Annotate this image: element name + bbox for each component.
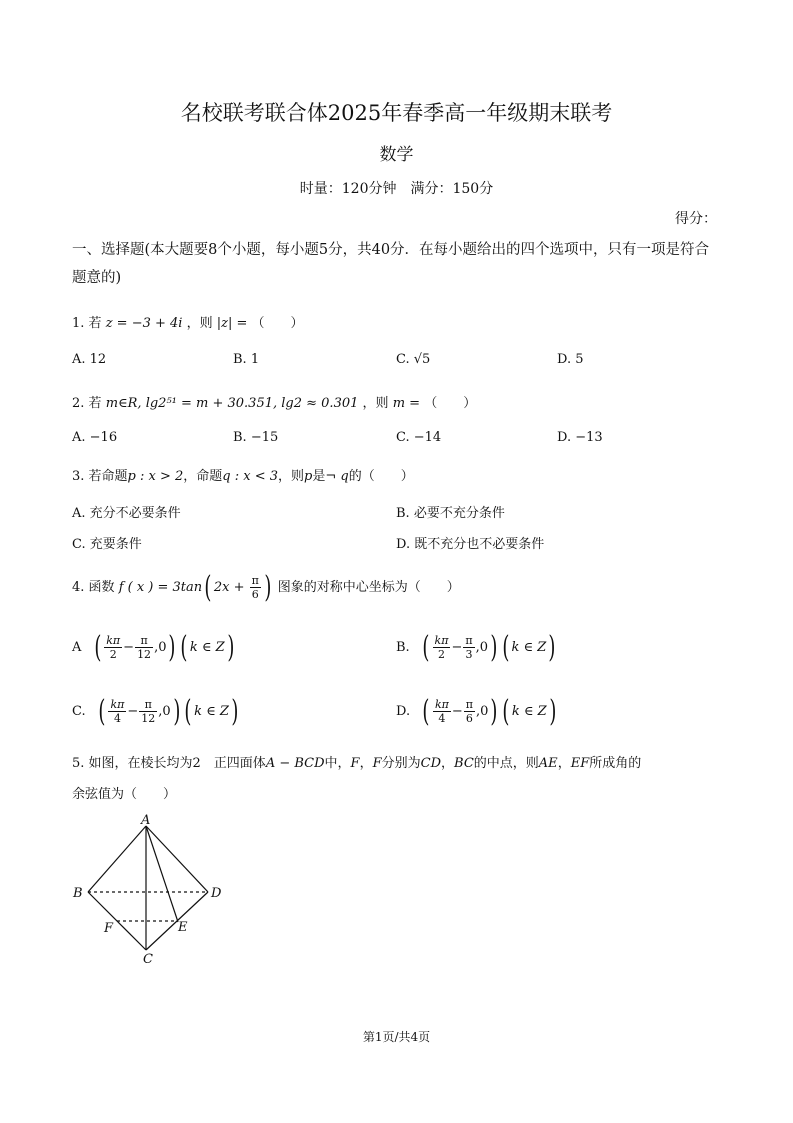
q5-BC: BC bbox=[454, 756, 474, 771]
q1-option-d: D. 5 bbox=[557, 352, 584, 367]
q3-text-2: ，命题 bbox=[183, 469, 223, 484]
q3-p: p bbox=[304, 469, 313, 484]
q5-comma2: ， bbox=[441, 756, 455, 771]
q4-a-cond: k ∈ Z bbox=[189, 640, 225, 655]
q4-d-p-den: 6 bbox=[465, 712, 473, 725]
q4-option-c-label: C. bbox=[72, 704, 86, 719]
label-E: E bbox=[178, 920, 188, 935]
q4-d-k-num: kπ bbox=[434, 698, 449, 711]
q1-option-a: A. 12 bbox=[72, 352, 107, 367]
q3-option-c: C. 充要条件 bbox=[72, 537, 142, 552]
question-1 bbox=[72, 312, 304, 331]
q4-frac-num: π bbox=[251, 574, 259, 587]
q2-mid: ，则 bbox=[362, 396, 389, 411]
q5-F: F bbox=[350, 756, 360, 771]
q5-EF: EF bbox=[570, 756, 590, 771]
q4-prefix: 4. 函数 bbox=[72, 580, 115, 595]
q1-prefix: 1. 若 bbox=[72, 316, 102, 331]
question-4: 4. 函数 f ( x ) = 3tan( 2x + $\frac{\pi}{6}$ ) 图象的对称中心坐标为（ ） bbox=[72, 570, 460, 605]
q4-option-c: C. ( $\frac{k\pi}{4}$ − $\frac{\pi}{12}$ ,0) ( k ∈ Z) bbox=[72, 694, 239, 729]
q1-option-c-label: C. bbox=[396, 352, 410, 367]
q4-a-k-den: 2 bbox=[109, 648, 117, 661]
q4-a-tail: ,0 bbox=[154, 640, 167, 655]
label-C: C bbox=[143, 952, 153, 967]
q4-a-p-num: π bbox=[135, 634, 153, 648]
q3-text-1: 3. 若命题 bbox=[72, 469, 128, 484]
q4-a-p-den: 12 bbox=[137, 648, 152, 661]
q3-text-4: 是 bbox=[312, 469, 326, 484]
q5-mid2: 分别为 bbox=[381, 756, 421, 771]
q4-option-d-label: D. bbox=[396, 704, 411, 719]
question-5-line-2: 余弦值为（ ） bbox=[72, 787, 177, 802]
q5-mid4: 所成角的 bbox=[589, 756, 642, 771]
exam-title: 名校联考联合体2025年春季高一年级期末联考 bbox=[180, 101, 613, 125]
q2-expr: m∈R, lg2⁵¹ = m + 30.351, lg2 ≈ 0.301 bbox=[105, 396, 359, 411]
question-2 bbox=[72, 392, 476, 411]
q3-text-5: 的（ ） bbox=[348, 469, 414, 484]
q2-expr2: m = bbox=[392, 396, 421, 411]
q5-line1: 5. 如图，在棱长均为2 正四面体 bbox=[72, 756, 266, 771]
q4-option-b: B. ( $\frac{k\pi}{2}$ − $\frac{\pi}{3}$ ,0) ( k ∈ Z) bbox=[396, 630, 556, 665]
q2-option-a: A. −16 bbox=[72, 430, 118, 445]
q1-suffix: （ ） bbox=[251, 316, 304, 331]
question-5-line-1 bbox=[72, 752, 641, 771]
q5-comma: ， bbox=[359, 756, 373, 771]
q5-F2: F bbox=[372, 756, 382, 771]
q2-option-d: D. −13 bbox=[557, 430, 603, 445]
q4-b-k-den: 2 bbox=[438, 648, 445, 661]
q4-c-tail: ,0 bbox=[158, 704, 171, 719]
section-heading: 一、选择题(本大题要8个小题，每小题5分，共40分．在每小题给出的四个选项中，只有一项是符合题意的) bbox=[72, 242, 710, 286]
q3-expr-q: q : x < 3 bbox=[222, 469, 279, 484]
q3-expr-p: p : x > 2 bbox=[127, 469, 184, 484]
q2-prefix: 2. 若 bbox=[72, 396, 102, 411]
q4-b-k-num: kπ bbox=[434, 634, 449, 647]
q4-b-cond: k ∈ Z bbox=[511, 640, 547, 655]
segment-AE bbox=[146, 826, 178, 922]
q4-c-cond: k ∈ Z bbox=[194, 704, 229, 719]
q5-mid3: 的中点，则 bbox=[473, 756, 539, 771]
q4-option-d: D. ( $\frac{k\pi}{4}$ − $\frac{\pi}{6}$ ,0) ( k ∈ Z) bbox=[396, 694, 557, 729]
edge-AD bbox=[146, 826, 208, 892]
q5-mid1: 中， bbox=[324, 756, 351, 771]
q5-tetra: A − BCD bbox=[265, 756, 325, 771]
time-info: 时量：120分钟 满分：150分 bbox=[299, 181, 494, 197]
q4-suffix: 图象的对称中心坐标为（ ） bbox=[277, 580, 460, 595]
q1-option-c-value: √5 bbox=[413, 352, 431, 367]
tetrahedron-figure bbox=[68, 810, 228, 970]
q4-option-b-label: B. bbox=[396, 640, 410, 655]
q4-d-cond: k ∈ Z bbox=[511, 704, 547, 719]
label-B: B bbox=[73, 886, 83, 901]
q2-option-c: C. −14 bbox=[396, 430, 442, 445]
q4-a-k-num: kπ bbox=[106, 634, 121, 647]
q4-b-tail: ,0 bbox=[475, 640, 488, 655]
q3-not-q: ¬ q bbox=[325, 469, 349, 484]
question-3 bbox=[72, 465, 414, 484]
q4-c-p-num: π bbox=[139, 698, 157, 712]
q4-b-p-den: 3 bbox=[465, 648, 473, 661]
label-A: A bbox=[141, 813, 151, 828]
q1-expr2: |z| = bbox=[216, 316, 248, 331]
q5-AE: AE bbox=[538, 756, 558, 771]
page-footer: 第1页/共4页 bbox=[362, 1030, 431, 1044]
q4-func: f ( x ) = 3tan bbox=[118, 580, 203, 595]
q5-comma3: ， bbox=[557, 756, 571, 771]
q4-c-k-den: 4 bbox=[113, 712, 121, 725]
q1-option-b: B. 1 bbox=[233, 352, 260, 367]
q1-expr: z = −3 + 4i bbox=[105, 316, 183, 331]
q4-fraction bbox=[250, 574, 261, 601]
q4-d-tail: ,0 bbox=[476, 704, 489, 719]
q4-option-a-label: A bbox=[72, 640, 82, 655]
q4-arg: 2x + bbox=[213, 580, 245, 595]
q5-CD: CD bbox=[420, 756, 442, 771]
score-label: 得分： bbox=[675, 211, 717, 227]
q4-c-k-num: kπ bbox=[110, 698, 125, 711]
label-D: D bbox=[211, 886, 222, 901]
q2-suffix: （ ） bbox=[424, 396, 477, 411]
q4-option-a: A ( $\frac{k\pi}{2}$ − $\frac{\pi}{12}$ ,0) ( k ∈ Z) bbox=[72, 630, 235, 665]
q1-option-c bbox=[396, 352, 430, 367]
subject-title: 数学 bbox=[379, 145, 414, 165]
q4-b-p-num: π bbox=[465, 634, 473, 647]
q4-frac-den: 6 bbox=[251, 588, 259, 601]
q1-mid: ，则 bbox=[186, 316, 213, 331]
q4-d-k-den: 4 bbox=[438, 712, 446, 725]
q4-c-p-den: 12 bbox=[141, 712, 156, 725]
q3-option-b: B. 必要不充分条件 bbox=[396, 506, 505, 521]
q2-option-b: B. −15 bbox=[233, 430, 279, 445]
q3-option-a: A. 充分不必要条件 bbox=[72, 506, 181, 521]
q3-text-3: ，则 bbox=[278, 469, 305, 484]
q4-d-p-num: π bbox=[465, 698, 473, 711]
label-F: F bbox=[104, 921, 114, 936]
q3-option-d: D. 既不充分也不必要条件 bbox=[396, 537, 545, 552]
edge-AB bbox=[88, 826, 146, 892]
